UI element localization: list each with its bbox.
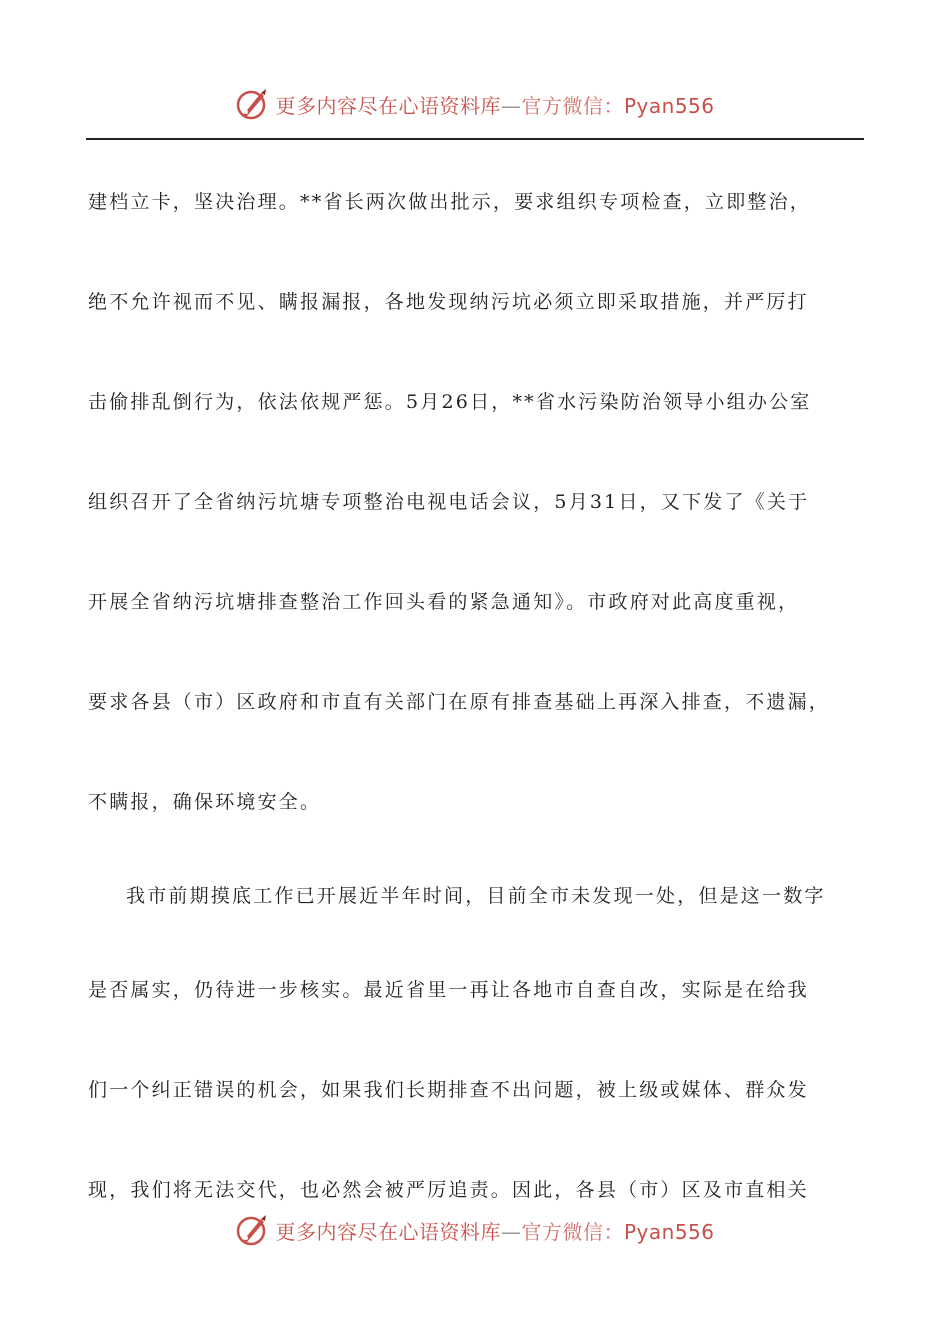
- text-line: 现，我们将无法交代，也必然会被严厉追责。因此，各县（市）区及市直相关: [88, 1179, 809, 1201]
- paragraph-2: [88, 852, 878, 1240]
- text-line: 不瞒报，确保环境安全。: [88, 791, 322, 813]
- footer-banner-text: [275, 1216, 714, 1245]
- banner-brand: 更多内容尽在心语资料库: [275, 1219, 501, 1244]
- text-line: 们一个纠正错误的机会，如果我们长期排查不出问题，被上级或媒体、群众发: [88, 1079, 809, 1101]
- banner-dash: —: [500, 1219, 522, 1244]
- quill-pen-logo-icon: [235, 1213, 269, 1247]
- banner-brand: 更多内容尽在心语资料库: [275, 93, 501, 118]
- header-banner-text: [275, 90, 714, 119]
- banner-wechat-label: 官方微信：: [521, 1219, 624, 1244]
- header-rule: [86, 138, 864, 140]
- banner-wechat-id: Pyan556: [623, 1219, 715, 1244]
- text-line: 击偷排乱倒行为，依法依规严惩。5月26日，**省水污染防治领导小组办公室: [88, 391, 812, 413]
- banner-dash: —: [500, 93, 522, 118]
- text-line: 我市前期摸底工作已开展近半年时间，目前全市未发现一处，但是这一数字: [126, 885, 826, 907]
- paragraph-1: [88, 152, 878, 852]
- text-line: 建档立卡，坚决治理。**省长两次做出批示，要求组织专项检查，立即整治，: [88, 191, 812, 213]
- text-line: 组织召开了全省纳污坑塘专项整治电视电话会议，5月31日，又下发了《关于: [88, 491, 810, 513]
- quill-pen-logo-icon: [235, 87, 269, 121]
- text-line: 是否属实，仍待进一步核实。最近省里一再让各地市自查自改，实际是在给我: [88, 979, 809, 1001]
- text-line: 开展全省纳污坑塘排查整治工作回头看的紧急通知》。市政府对此高度重视，: [88, 591, 800, 613]
- header-banner: [0, 86, 950, 122]
- footer-banner: [0, 1212, 950, 1248]
- document-body: [88, 152, 878, 1240]
- text-line: 要求各县（市）区政府和市直有关部门在原有排查基础上再深入排查，不遗漏，: [88, 691, 831, 713]
- text-line: 绝不允许视而不见、瞒报漏报，各地发现纳污坑必须立即采取措施，并严厉打: [88, 291, 809, 313]
- banner-wechat-id: Pyan556: [623, 93, 715, 118]
- banner-wechat-label: 官方微信：: [521, 93, 624, 118]
